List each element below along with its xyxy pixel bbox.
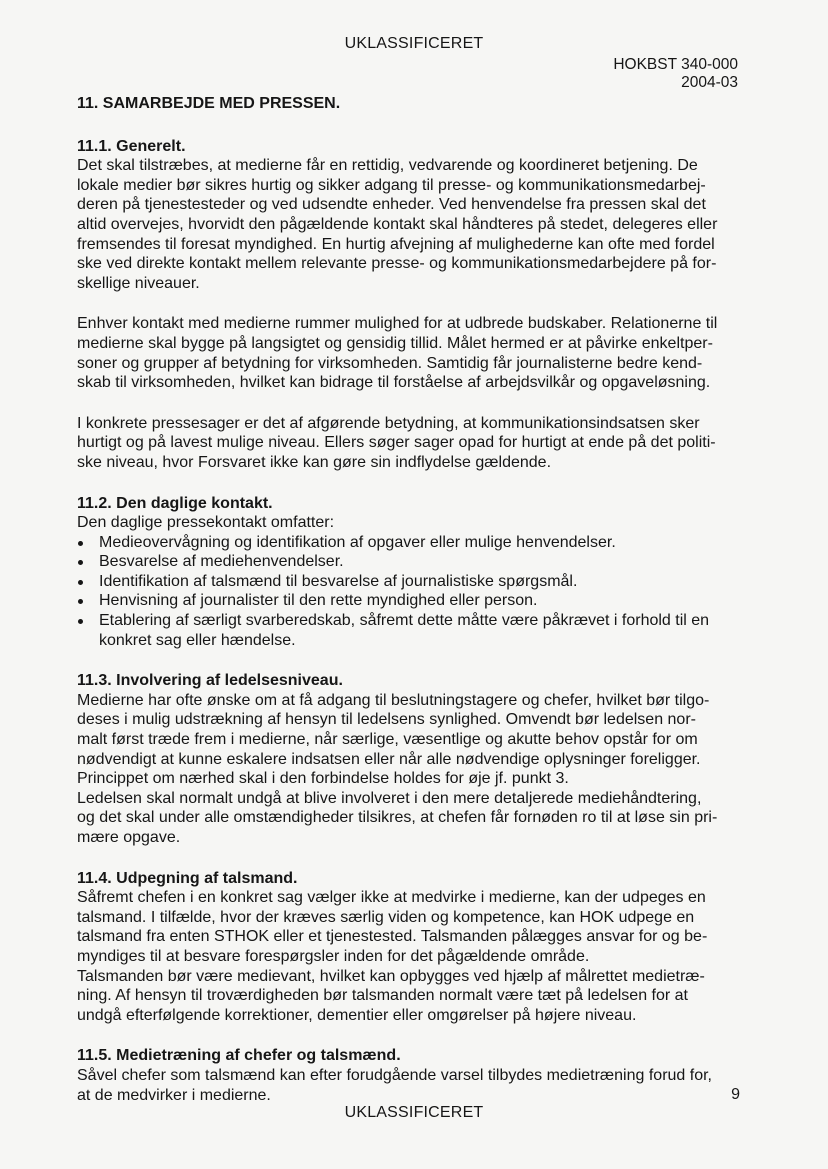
text-line: Såvel chefer som talsmænd kan efter forudgående varsel tilbydes medietræning forud for,	[77, 1066, 712, 1084]
paragraph	[77, 1066, 741, 1105]
bullet-icon	[78, 580, 83, 585]
bullet-list	[77, 533, 741, 651]
paragraph	[77, 414, 741, 473]
text-line: lokale medier bør sikres hurtig og sikker adgang til presse- og kommunikationsmedarbej-	[77, 176, 706, 194]
text-line: skellige niveauer.	[77, 274, 200, 292]
text-line: myndiges til at besvare forespørgsler inden for det pågældende område.	[77, 947, 590, 965]
text-line: hurtigt og på lavest mulige niveau. Ellers søger sager opad for hurtigt at ende på det politi-	[77, 434, 716, 452]
section-title: 11.3. Involvering af ledelsesniveau.	[77, 672, 343, 690]
section-spokesperson	[77, 869, 741, 1026]
list-item: Besvarelse af mediehenvendelser.	[77, 552, 741, 572]
text-line: skab til virksomheden, hvilket kan bidrage til forståelse af arbejdsvilkår og opgaveløsning.	[77, 374, 711, 392]
section-management-involvement	[77, 671, 741, 847]
section-title: 11.4. Udpegning af talsmand.	[77, 869, 298, 887]
text-line: ske ved direkte kontakt mellem relevante presse- og kommunikationsmedarbejdere på for-	[77, 255, 717, 273]
classification-header: UKLASSIFICERET	[344, 35, 484, 52]
document-date: 2004-03	[681, 74, 738, 91]
paragraph	[77, 888, 741, 1025]
chapter-title: 11. SAMARBEJDE MED PRESSEN.	[77, 95, 341, 112]
text-line: ning. Af hensyn til troværdigheden bør talsmanden normalt være tæt på ledelsen for at	[77, 987, 688, 1005]
list-item: Medieovervågning og identifikation af opgaver eller mulige henvendelser.	[77, 533, 741, 553]
text-line: undgå efterfølgende korrektioner, dementier eller omgørelser på højere niveau.	[77, 1006, 637, 1024]
text-line: malt først træde frem i medierne, når særlige, væsentlige og akutte behov opstår for om	[77, 731, 698, 749]
paragraph: Den daglige pressekontakt omfatter:	[77, 514, 335, 532]
section-title: 11.1. Generelt.	[77, 137, 186, 155]
text-line: medierne skal bygge på langsigtet og gensidig tillid. Målet hermed er at påvirke enkeltper-	[77, 334, 713, 352]
text-line: deses i mulig udstrækning af hensyn til ledelsens synlighed. Omvendt bør ledelsen nor-	[77, 711, 696, 729]
text-line: Enhver kontakt med medierne rummer mulighed for at udbrede budskaber. Relationerne til	[77, 315, 718, 333]
text-line: Ledelsen skal normalt undgå at blive involveret i den mere detaljerede mediehåndtering,	[77, 789, 702, 807]
text-line: fremsendes til foresat myndighed. En hurtig afvejning af mulighederne kan ofte med fordel	[77, 235, 715, 253]
text-line: altid overvejes, hvorvidt den pågældende kontakt skal håndteres på stedet, delegeres eller	[77, 215, 718, 233]
classification-footer: UKLASSIFICERET	[344, 1104, 484, 1121]
document-body	[77, 94, 741, 1105]
text-line: nødvendigt at kunne eskalere indsatsen eller når alle nødvendige oplysninger foreligger.	[77, 750, 701, 768]
paragraph	[77, 691, 741, 848]
text-line: soner og grupper af betydning for virksomheden. Samtidig får journalisterne bedre kend-	[77, 354, 703, 372]
section-title: 11.5. Medietræning af chefer og talsmænd.	[77, 1047, 401, 1065]
text-line: I konkrete pressesager er det af afgørende betydning, at kommunikationsindsatsen sker	[77, 414, 700, 432]
list-item: Henvisning af journalister til den rette myndighed eller person.	[77, 591, 741, 611]
text-line: Såfremt chefen i en konkret sag vælger ikke at medvirke i medierne, kan der udpeges en	[77, 889, 706, 907]
bullet-icon	[78, 619, 83, 624]
text-line: talsmand. I tilfælde, hvor der kræves særlig viden og kompetence, kan HOK udpege en	[77, 908, 695, 926]
text-line: talsmand fra enten STHOK eller et tjenestested. Talsmanden pålægges ansvar for og be-	[77, 928, 708, 946]
text-line: ske niveau, hvor Forsvaret ikke kan gøre sin indflydelse gældende.	[77, 453, 552, 471]
section-title: 11.2. Den daglige kontakt.	[77, 494, 273, 512]
text-line: Det skal tilstræbes, at medierne får en rettidig, vedvarende og koordineret betjening. De	[77, 157, 698, 175]
paragraph	[77, 314, 741, 392]
text-line: mære opgave.	[77, 829, 181, 846]
bullet-icon	[78, 599, 83, 604]
section-general	[77, 137, 741, 473]
document-id: HOKBST 340-000	[613, 56, 738, 73]
text-line: Princippet om nærhed skal i den forbindelse holdes for øje jf. punkt 3.	[77, 770, 569, 788]
text-line: Medierne har ofte ønske om at få adgang til beslutningstagere og chefer, hvilket bør tilgo-	[77, 691, 710, 709]
section-media-training	[77, 1046, 741, 1105]
text-line: Talsmanden bør være medievant, hvilket kan opbygges ved hjælp af målrettet medietræ-	[77, 967, 705, 985]
list-item: Etablering af særligt svarberedskab, såfremt dette måtte være påkrævet i forhold til en konkret sag eller hændelse.	[77, 611, 741, 650]
text-line: at de medvirker i medierne.	[77, 1086, 271, 1104]
section-daily-contact	[77, 494, 741, 651]
paragraph	[77, 156, 741, 293]
list-item: Identifikation af talsmænd til besvarelse af journalistiske spørgsmål.	[77, 572, 741, 592]
page-number: 9	[731, 1086, 740, 1103]
bullet-icon	[78, 541, 83, 546]
text-line: deren på tjenestesteder og ved udsendte enheder. Ved henvendelse fra pressen skal det	[77, 196, 706, 214]
text-line: og det skal under alle omstændigheder tilsikres, at chefen får fornøden ro til at løse sin pri-	[77, 809, 718, 827]
document-reference	[613, 56, 738, 92]
bullet-icon	[78, 560, 83, 565]
